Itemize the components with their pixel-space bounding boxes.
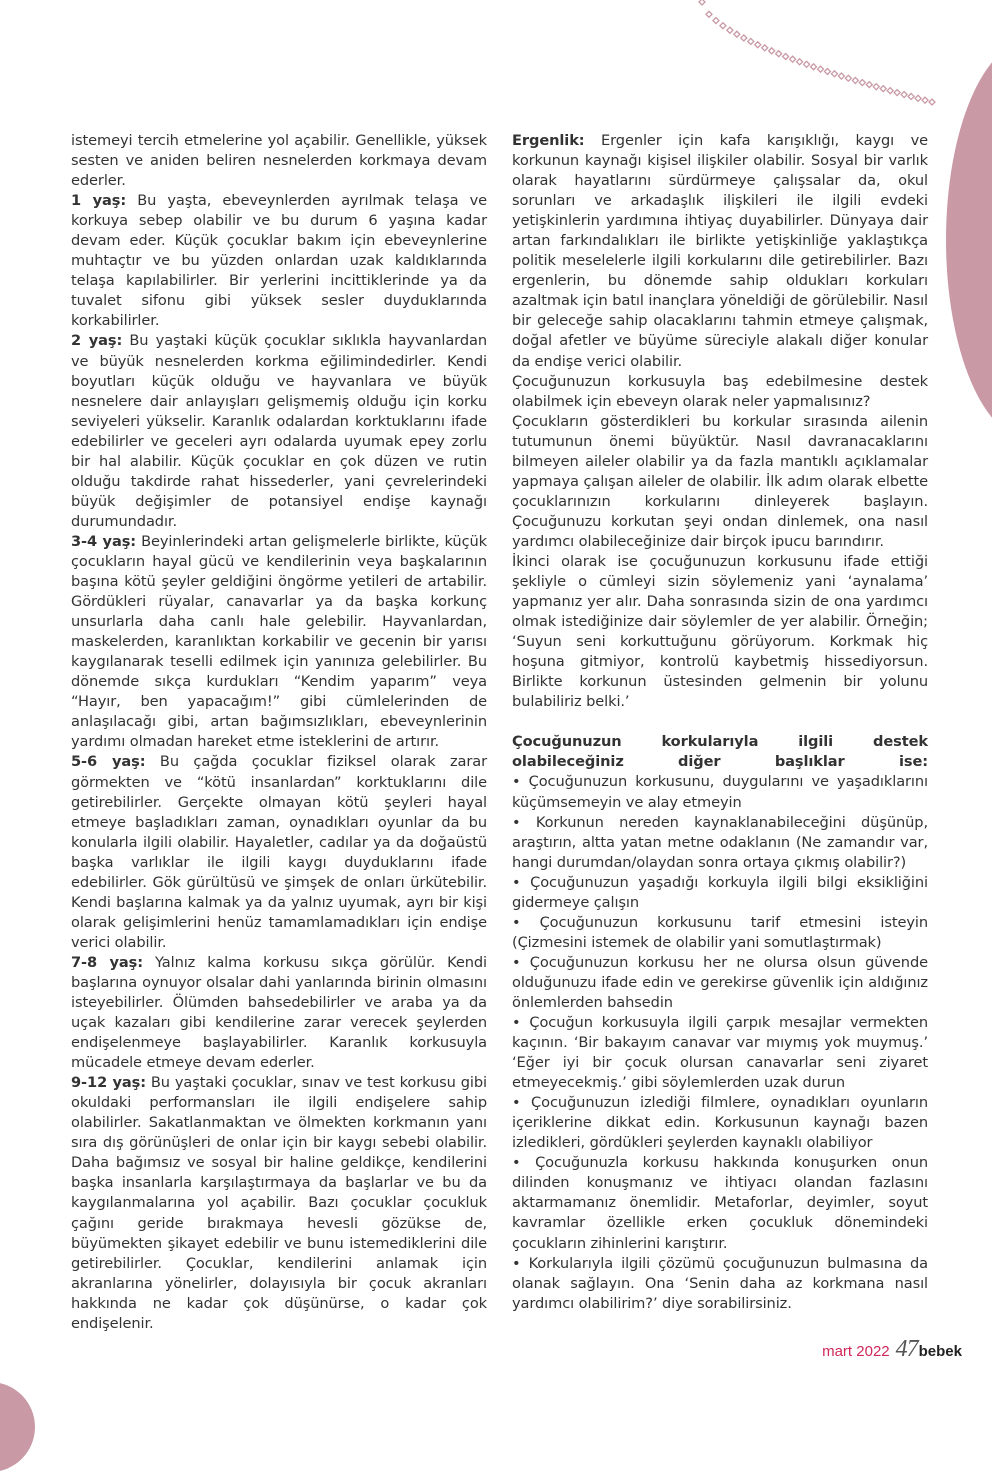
decorative-circle <box>946 40 992 440</box>
age-section-9-12 <box>71 1073 487 1334</box>
section-heading: 7-8 yaş: <box>71 953 143 971</box>
section-heading: 9-12 yaş: <box>71 1074 146 1092</box>
section-heading: 5-6 yaş: <box>71 753 146 771</box>
bullet-item: • Çocuğunuzun korkusunu tarif etmesini isteyin (Çizmesini istemek de olabilir yani somutlaştırmak) <box>512 913 928 951</box>
section-text: Bu yaşta, ebeveynlerden ayrılmak telaşa ve korkuya sebep olabilir ve bu durum 6 yaşına kadar devam eder. Küçük çocuklar bakım için ebeveynlerine muhtaçtır ve bu yüzden onlardan uzak kaldıklarında telaşa kapılabilirler. Bir yerlerini incittiklerinde ya da tuvalet sifonu gibi yüksek sesler duyduklarında korkabilirler. <box>71 192 487 330</box>
intro-paragraph: istemeyi tercih etmelerine yol açabilir. Genellikle, yüksek sesten ve aniden beliren nesnelerden korkmaya devam ederler. <box>71 132 487 190</box>
magazine-brand: bebek <box>918 1343 962 1360</box>
decorative-zigzag <box>690 0 950 125</box>
page-number: 47 <box>895 1336 918 1362</box>
bullet-item: • Çocuğunuzun korkusu her ne olursa olsun güvende olduğunuzu ifade edin ve gerekirse güvenlik için aldığınız önlemlerden bahsedin <box>512 953 928 1011</box>
list-heading: Çocuğunuzun korkularıyla ilgili destek olabileceğiniz diğer başlıklar ise: <box>512 733 928 771</box>
age-section-5-6 <box>71 752 487 952</box>
age-section-3-4 <box>71 532 487 753</box>
section-heading: 1 yaş: <box>71 192 127 210</box>
section-text: Yalnız kalma korkusu sıkça görülür. Kendi başlarına oynuyor olsalar dahi yanlarında birinin olmasını isteyebilirler. Ölümden bahsedebilirler ve araba ya da uçak kazaları gibi kendilerine zarar verecek şeylerden endişelenmeye başlayabilirler. Karanlık korkusuyla mücadele etmeye devam ederler. <box>71 953 488 1072</box>
section-heading: 2 yaş: <box>71 332 123 350</box>
right-column <box>512 131 928 1314</box>
section-text: Bu yaştaki küçük çocuklar sıklıkla hayvanlardan ve büyük nesnelerden korkma eğilimindedirler. Kendi boyutları küçük olduğu ve hayvanlara ve büyük nesnelere dair anlayışları gelişmemiş olduğu için korku seviyeleri yükselir. Karanlık odalardan korktuklarını ifade edebilirler ve geceleri ayrı odalarda uyumak epey zorlu bir hal alabilir. Küçük çocuklar en çok düzen ve rutin olduğu takdirde rahat hissederler, yani çevrelerindeki büyük değişimler de potansiyel endişe kaynağı durumundadır. <box>71 332 487 530</box>
bullet-item: • Çocuğunuzun izlediği filmlere, oynadıkları oyunların içeriklerine dikkat edin. Korkusunun kaynağı bazen izledikleri, gördükleri şeylerden kaynaklı olabiliyor <box>512 1094 928 1152</box>
section-heading: 3-4 yaş: <box>71 532 137 550</box>
footer-date: mart 2022 <box>822 1343 890 1360</box>
age-section-1 <box>71 191 487 331</box>
question-paragraph: Çocuğunuzun korkusuyla baş edebilmesine destek olabilmek için ebeveyn olarak neler yapmalısınız? <box>512 372 928 410</box>
decorative-corner-circle <box>0 1382 35 1472</box>
adolescence-section <box>512 131 928 372</box>
bullet-item: • Çocuğunuzla korkusu hakkında konuşurken onun dilinden konuşmanız ve ihtiyacı olandan fazlasını aktarmamanız önemlidir. Metaforlar, deyimler, soyut kavramlar özellikle erken çocukluk dönemindeki çocukların zihinlerini karıştırır. <box>512 1154 928 1252</box>
second-step-paragraph: İkinci olarak ise çocuğunuzun korkusunu ifade ettiği şekliyle o cümleyi sizin söylemeniz yani ‘aynalama’ yapmanız yer alır. Daha sonrasında sizin de ona yardımcı olmak istediğinize dair söylemler de yer alabilir. Örneğin; ‘Suyun seni korkuttuğunu görüyorum. Korkmak hiç hoşuna gitmiyor, kontrolü kaybetmiş hissediyorsun. Birlikte korkunun üstesinden gelmenin bir yolunu bulabiliriz belki.’ <box>512 552 928 711</box>
bullet-item: • Çocuğun korkusuyla ilgili çarpık mesajlar vermekten kaçının. ‘Bir bakayım canavar var mıymış yok muymuş.’ ‘Eğer iyi bir çocuk olursan canavarlar seni ziyaret etmeyecekmiş.’ gibi söylemlerden uzak durun <box>512 1014 928 1092</box>
bullet-item: • Korkunun nereden kaynaklanabileceğini düşünüp, araştırın, altta yatan metne odaklanın (Ne zamandır var, hangi durumdan/olaydan sonra ortaya çıkmış olabilir?) <box>512 813 928 871</box>
age-section-2 <box>71 331 487 531</box>
bullet-item: • Korkularıyla ilgili çözümü çocuğunuzun bulmasına da olanak sağlayın. Ona ‘Senin daha az korkmana nasıl yardımcı olabilirim?’ diye sorabilirsiniz. <box>512 1254 928 1312</box>
left-column <box>71 131 487 1334</box>
parents-paragraph: Çocukların gösterdikleri bu korkular sırasında ailenin tutumunun önemi büyüktür. Nasıl davranacaklarını bilmeyen aileler olabilir ya da fazla mantıklı açıklamalar yapmaya çalışan aileler de olabilir. İlk adım olarak elbette çocuklarınızın korkularını dinleyerek başlayın. Çocuğunuzu korkutan şeyi ondan dinlemek, ona nasıl yardımcı olabileceğinize dair birçok ipucu barındırır. <box>512 412 928 550</box>
bullet-item: • Çocuğunuzun korkusunu, duygularını ve yaşadıklarını küçümsemeyin ve alay etmeyin <box>512 773 928 811</box>
section-text: Bu yaştaki çocuklar, sınav ve test korkusu gibi okuldaki performansları ile ilgili endişelere sahip olabilirler. Sakatlanmaktan ve ölmekten korkmanın yanı sıra dış görünüşleri de onlar için bir kaygı sebebi olabilir. Daha bağımsız ve sosyal bir haline geldikçe, kendilerini başka insanlarla karşılaştırmaya da başlarlar ve bu da kaygılanmalarına yol açabilir. Bazı çocuklar çocukluk çağını geride bırakmaya hevesli gözükse de, büyümekten şikayet edebilir ve bunu istemediklerini dile getirebilirler. Çocuklar, kendilerini anlamak için akranlarına yönelirler, dolayısıyla bir çocuk akranları hakkında ne kadar çok düşünürse, o kadar çok endişelenir. <box>71 1074 487 1332</box>
bullet-item: • Çocuğunuzun yaşadığı korkuyla ilgili bilgi eksikliğini gidermeye çalışın <box>512 873 928 911</box>
section-text: Beyinlerindeki artan gelişmelerle birlikte, küçük çocukların hayal gücü ve kendilerinin veya başkalarının başına kötü şeyler geldiğini öngörme yetileri de artabilir. Gördükleri rüyalar, canavarlar ya da başka korkunç unsurlarla daha canlı hale gelebilir. Hayvanlardan, maskelerden, karanlıktan korkabilir ve gecenin bir yarısı kaygılanarak teselli edilmek için yanınıza gelebilirler. Bu dönemde sıkça kurdukları “Kendim yaparım” veya “Hayır, ben yapacağım!” gibi cümlelerinden de anlaşılacağı gibi, artan bağımsızlıkları, ebeveynlerinin yardımı olmadan hareket etme isteklerini de artırır. <box>71 532 487 751</box>
page-footer <box>822 1336 962 1366</box>
section-text: Bu çağda çocuklar fiziksel olarak zarar görmekten ve “kötü insanlardan” korktuklarını dile getirebilirler. Gerçekte olmayan kötü şeyleri hayal etmeye başladıkları zaman, oynadıkları oyunlar da bu konularla ilgili olabilir. Hayaletler, cadılar ya da doğaüstü başka varlıklar ile ilgili kaygı duyduklarını ifade edebilirler. Gök gürültüsü ve şimşek de onları ürkütebilir. Kendi başlarına kalmak ya da yalnız uyumak, ayrı bir kişi olarak gelişimlerini henüz tamamlamadıkları için endişe verici olabilir. <box>71 753 487 951</box>
section-text: Ergenler için kafa karışıklığı, kaygı ve korkunun kaynağı kişisel ilişkiler olabilir. Sosyal bir varlık olarak hayatlarını sürdürmeye çalışsalar da, okul sorunları ve arkadaşlık ilişkileri ile ilgili evdeki yetişkinlerin yardımına ihtiyaç duyabilirler. Dünyaya dair artan farkındalıkları ile birlikte yetişkinliğe yaklaştıkça politik meselelerle ilgili korkularını dile getirebilirler. Bazı ergenlerin, bu dönemde sahip oldukları korkuları azaltmak için batıl inançlara yöneldiği de görülebilir. Nasıl bir geleceğe sahip olacaklarını tahmin etmeye çalışmak, doğal afetler ve büyüme süreciyle alakalı diğer konular da endişe verici olabilir. <box>512 132 928 370</box>
age-section-7-8 <box>71 953 487 1073</box>
section-heading: Ergenlik: <box>512 132 585 149</box>
